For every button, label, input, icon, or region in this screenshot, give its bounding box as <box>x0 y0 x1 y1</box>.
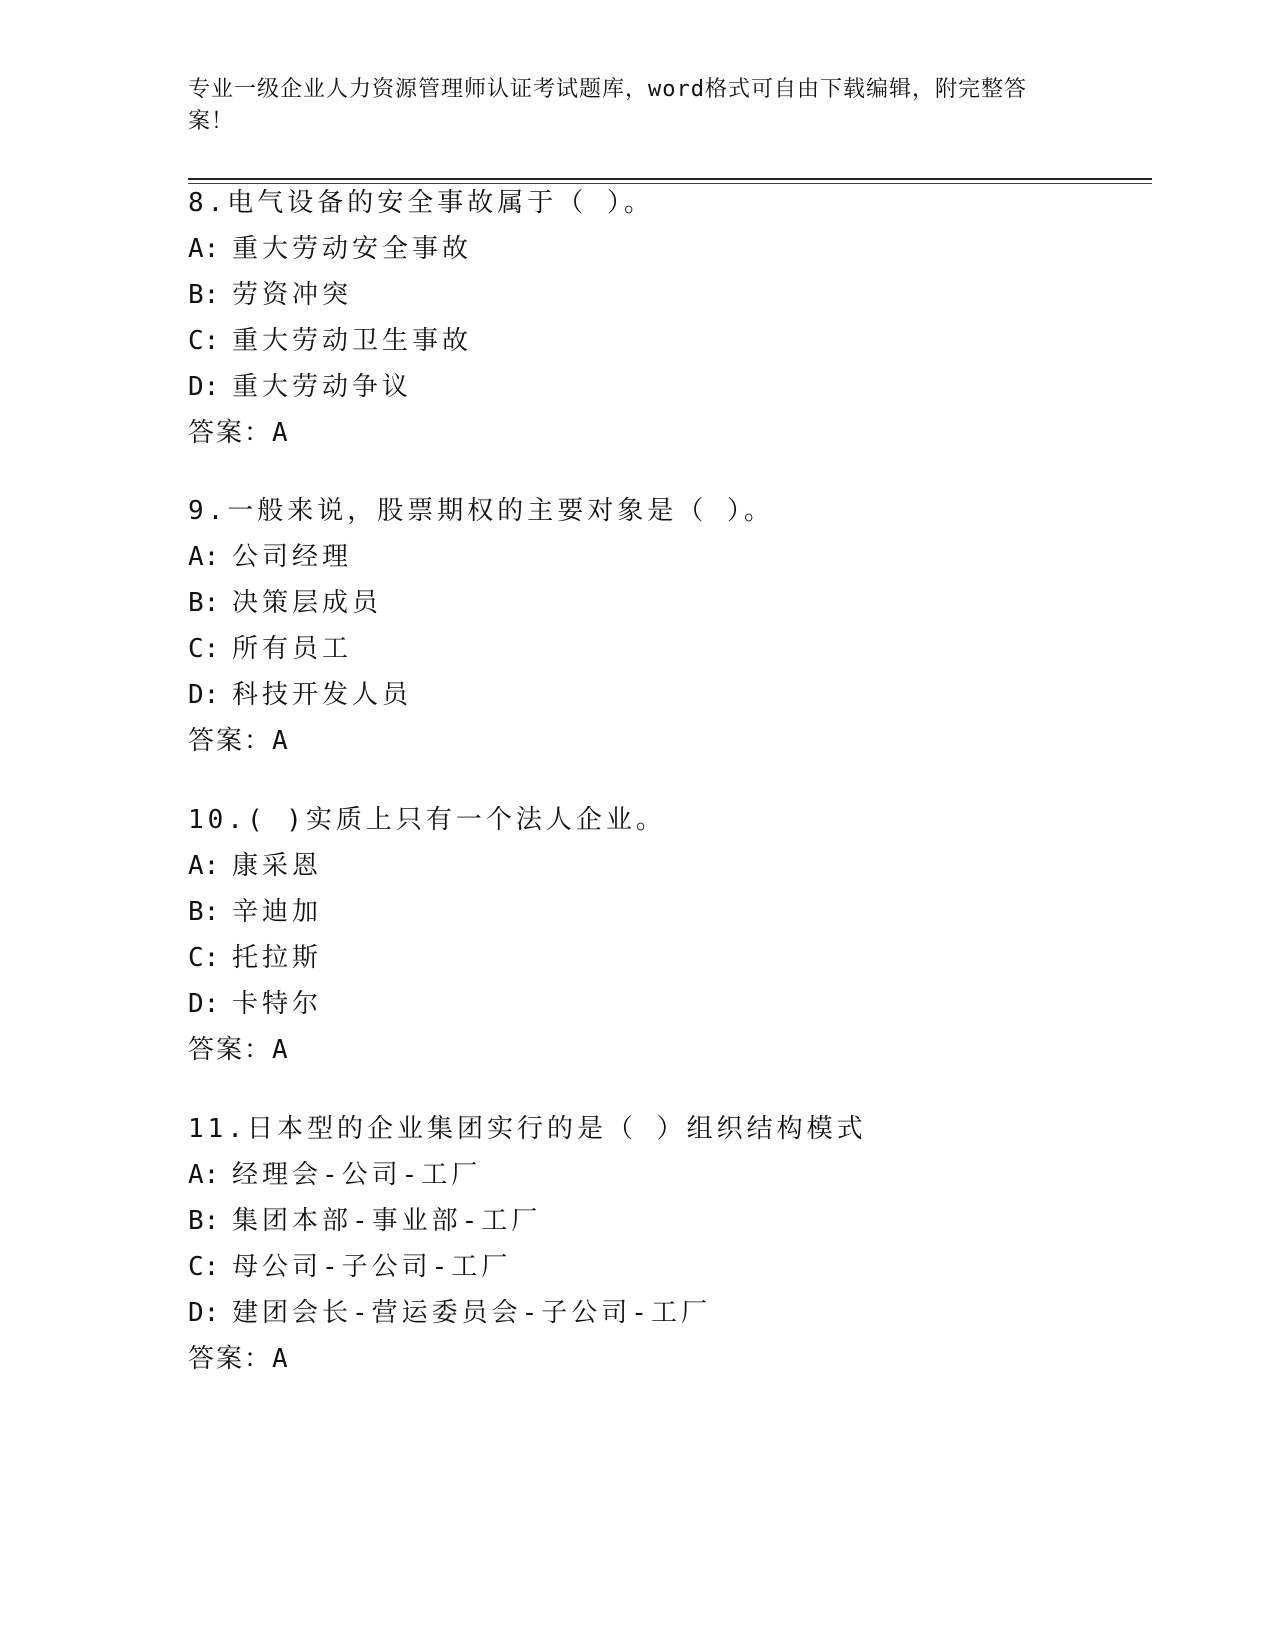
option-letter: B: <box>188 1206 220 1236</box>
option-text: 重大劳动卫生事故 <box>232 326 473 356</box>
option-letter: D: <box>188 1298 220 1328</box>
option-letter: D: <box>188 989 220 1019</box>
answer-label: 答案： <box>188 726 273 756</box>
question-9 <box>188 496 1148 772</box>
option-a <box>188 542 1148 588</box>
option-c <box>188 943 1148 989</box>
question-stem: 11.日本型的企业集团实行的是（ ）组织结构模式 <box>188 1114 867 1144</box>
option-a <box>188 234 1148 280</box>
question-stem: 10.( )实质上只有一个法人企业。 <box>188 805 666 835</box>
question-stem: 8.电气设备的安全事故属于（ ）。 <box>188 188 654 218</box>
option-letter: C: <box>188 326 220 356</box>
option-letter: A: <box>188 542 220 572</box>
option-letter: C: <box>188 634 220 664</box>
option-text: 经理会-公司-工厂 <box>232 1160 482 1190</box>
option-text: 所有员工 <box>232 634 353 664</box>
option-b <box>188 280 1148 326</box>
question-10 <box>188 805 1148 1081</box>
document-header: 专业一级企业人力资源管理师认证考试题库，word格式可自由下载编辑，附完整答案！ <box>188 77 1027 134</box>
question-stem: 9.一般来说，股票期权的主要对象是（ ）。 <box>188 496 774 526</box>
option-letter: D: <box>188 680 220 710</box>
option-d <box>188 1298 1148 1344</box>
option-a <box>188 1160 1148 1206</box>
answer-line <box>188 1344 1148 1390</box>
option-letter: C: <box>188 943 220 973</box>
question-11 <box>188 1114 1148 1390</box>
answer-value: A <box>272 1035 288 1065</box>
option-d <box>188 989 1148 1035</box>
option-text: 重大劳动安全事故 <box>232 234 473 264</box>
option-letter: B: <box>188 588 220 618</box>
option-text: 母公司-子公司-工厂 <box>232 1252 512 1282</box>
option-text: 集团本部-事业部-工厂 <box>232 1206 542 1236</box>
option-c <box>188 634 1148 680</box>
option-text: 卡特尔 <box>232 989 323 1019</box>
option-d <box>188 372 1148 418</box>
option-letter: C: <box>188 1252 220 1282</box>
option-letter: A: <box>188 234 220 264</box>
option-text: 辛迪加 <box>232 897 323 927</box>
option-text: 决策层成员 <box>232 588 383 618</box>
answer-line <box>188 1035 1148 1081</box>
option-text: 公司经理 <box>232 542 353 572</box>
option-text: 重大劳动争议 <box>232 372 413 402</box>
option-c <box>188 326 1148 372</box>
header-divider-thick <box>188 178 1152 180</box>
answer-label: 答案： <box>188 1035 273 1065</box>
option-text: 康采恩 <box>232 851 323 881</box>
answer-line <box>188 418 1148 464</box>
option-text: 科技开发人员 <box>232 680 413 710</box>
answer-value: A <box>272 418 288 448</box>
option-letter: B: <box>188 897 220 927</box>
answer-line <box>188 726 1148 772</box>
option-letter: B: <box>188 280 220 310</box>
option-b <box>188 1206 1148 1252</box>
option-c <box>188 1252 1148 1298</box>
option-text: 劳资冲突 <box>232 280 353 310</box>
option-letter: A: <box>188 851 220 881</box>
answer-value: A <box>272 1344 288 1374</box>
header-divider-thin <box>188 183 1152 184</box>
option-b <box>188 588 1148 634</box>
option-text: 托拉斯 <box>232 943 323 973</box>
question-8 <box>188 188 1148 464</box>
option-b <box>188 897 1148 943</box>
answer-label: 答案： <box>188 1344 273 1374</box>
option-letter: D: <box>188 372 220 402</box>
option-text: 建团会长-营运委员会-子公司-工厂 <box>232 1298 711 1328</box>
option-letter: A: <box>188 1160 220 1190</box>
answer-value: A <box>272 726 288 756</box>
option-d <box>188 680 1148 726</box>
answer-label: 答案： <box>188 418 273 448</box>
option-a <box>188 851 1148 897</box>
